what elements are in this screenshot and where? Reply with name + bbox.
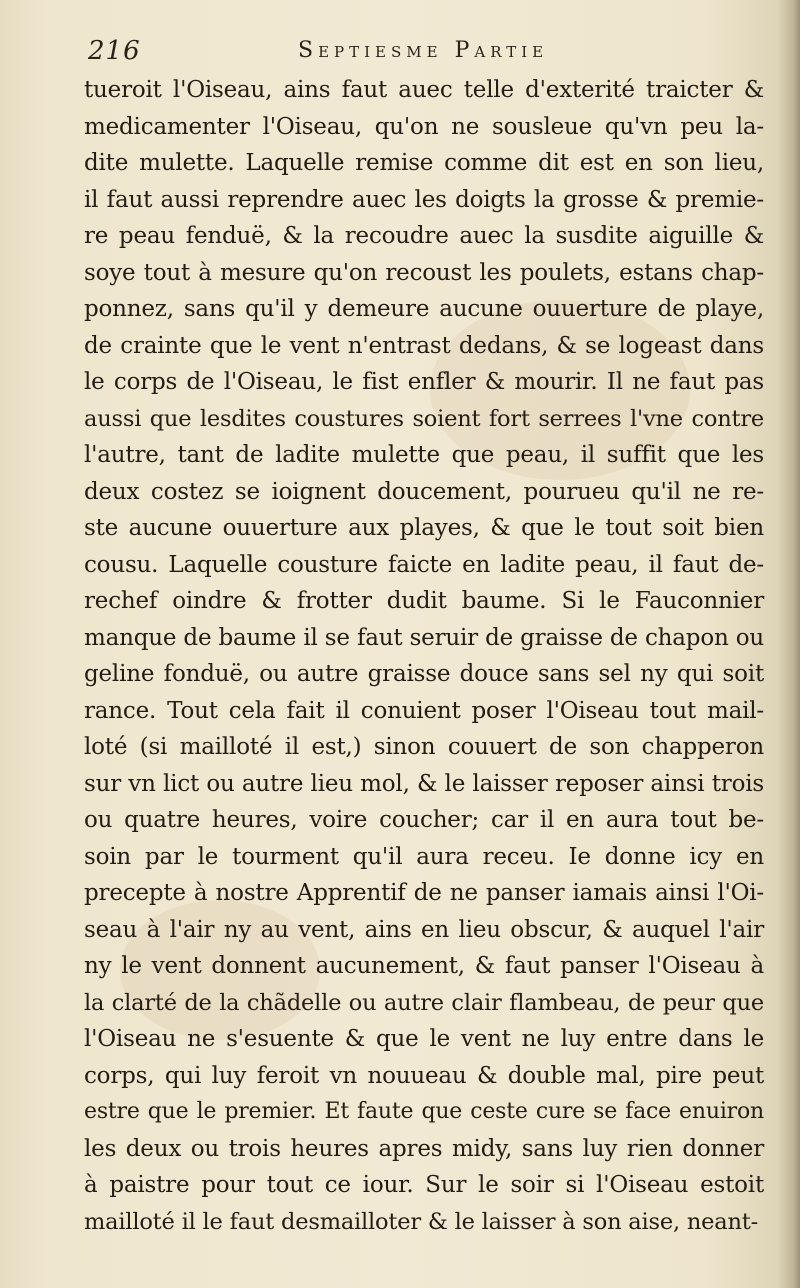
text-line: soin par le tourment qu'il aura receu. Ie donne icy en <box>84 843 764 870</box>
running-title: Septiesme Partie <box>298 38 549 63</box>
text-line: rance. Tout cela fait il conuient poser l'Oiseau tout mail- <box>84 697 764 724</box>
text-line: manque de baume il se faut seruir de graisse de chapon ou <box>84 624 764 651</box>
page-header <box>88 36 748 72</box>
text-line: à paistre pour tout ce iour. Sur le soir si l'Oiseau estoit <box>84 1172 764 1198</box>
text-line: soye tout à mesure qu'on recoust les poulets, estans chap- <box>84 259 764 286</box>
text-line: rechef oindre & frotter dudit baume. Si le Fauconnier <box>84 588 764 614</box>
text-line: cousu. Laquelle cousture faicte en ladite peau, il faut de- <box>84 551 764 578</box>
text-line: tueroit l'Oiseau, ains faut auec telle d'exterité traicter & <box>84 77 764 103</box>
text-line: loté (si mailloté il est,) sinon couuert de son chapperon <box>84 734 764 760</box>
text-line: les deux ou trois heures apres midy, sans luy rien donner <box>84 1135 764 1162</box>
text-line: l'autre, tant de ladite mulette que peau, il suffit que les <box>84 442 764 468</box>
text-line: le corps de l'Oiseau, le fist enfler & mourir. Il ne faut pas <box>84 369 764 395</box>
text-line: il faut aussi reprendre auec les doigts la grosse & premie- <box>84 186 764 213</box>
text-line: aussi que lesdites coustures soient fort serrees l'vne contre <box>84 405 764 432</box>
text-line: mailloté il le faut desmailloter & le laisser à son aise, neant- <box>84 1208 759 1235</box>
body-text <box>84 72 764 1240</box>
text-line: ny le vent donnent aucunement, & faut panser l'Oiseau à <box>84 953 764 979</box>
text-line: corps, qui luy feroit vn nouueau & double mal, pire peut <box>84 1062 764 1089</box>
text-line: geline fonduë, ou autre graisse douce sans sel ny qui soit <box>84 661 764 687</box>
text-line: estre que le premier. Et faute que ceste cure se face enuiron <box>84 1099 764 1124</box>
text-line: de crainte que le vent n'entrast dedans, & se logeast dans <box>84 332 764 359</box>
text-line: la clarté de la chãdelle ou autre clair flambeau, de peur que <box>84 989 764 1016</box>
text-line: l'Oiseau ne s'esuente & que le vent ne luy entre dans le <box>84 1026 764 1052</box>
text-line: medicamenter l'Oiseau, qu'on ne sousleue qu'vn peu la- <box>84 113 764 140</box>
text-line: seau à l'air ny au vent, ains en lieu obscur, & auquel l'air <box>84 916 764 943</box>
text-line: ste aucune ouuerture aux playes, & que le tout soit bien <box>84 515 764 541</box>
text-line: precepte à nostre Apprentif de ne panser iamais ainsi l'Oi- <box>84 880 764 906</box>
page-number: 216 <box>88 36 141 66</box>
binding-gutter <box>778 0 800 1288</box>
text-line: deux costez se ioignent doucement, pourueu qu'il ne re- <box>84 478 764 505</box>
text-line: ponnez, sans qu'il y demeure aucune ouuerture de playe, <box>84 296 764 322</box>
text-line: ou quatre heures, voire coucher; car il en aura tout be- <box>84 807 764 833</box>
text-line: re peau fenduë, & la recoudre auec la susdite aiguille & <box>84 223 764 249</box>
text-line: dite mulette. Laquelle remise comme dit est en son lieu, <box>84 150 764 176</box>
text-line: sur vn lict ou autre lieu mol, & le laisser reposer ainsi trois <box>84 770 764 797</box>
